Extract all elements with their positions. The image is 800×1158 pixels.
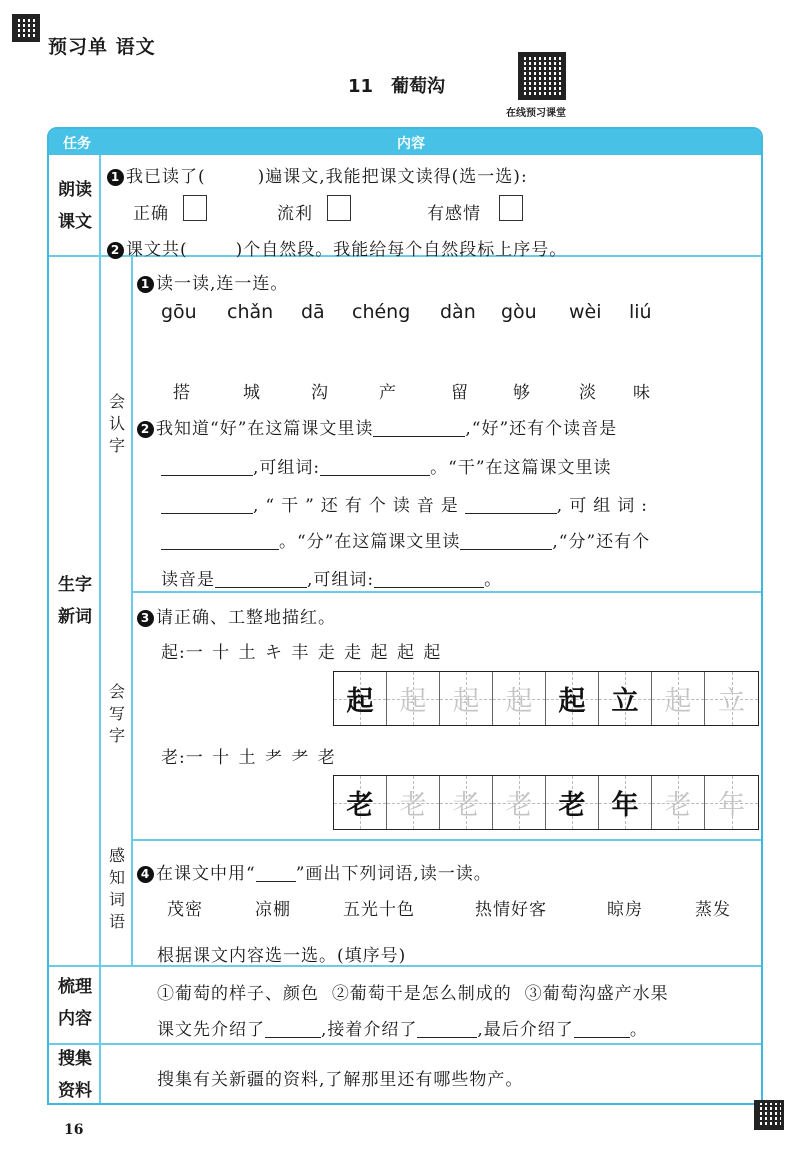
sub-char: 语 (108, 912, 125, 931)
answer-blank[interactable] (161, 458, 253, 476)
sub-write-chars (103, 681, 131, 747)
char-item: 沟 (311, 383, 329, 403)
grid-cell[interactable] (599, 776, 652, 829)
pinyin-item: chéng (352, 301, 411, 323)
page-number: 16 (64, 1122, 84, 1138)
category-vocab (49, 569, 101, 633)
lesson-name: 葡萄沟 (391, 76, 446, 97)
number-1-icon: 1 (137, 276, 154, 293)
char2-strokes: 一 十 土 耂 耂 老 (185, 748, 337, 768)
sort-text: 课文先介绍了 (157, 1020, 265, 1040)
answer-blank[interactable] (265, 1020, 321, 1038)
sort-answer-line (157, 1015, 648, 1040)
sub-char: 认 (108, 414, 125, 433)
q4-text: 在课文中用“ (156, 864, 256, 884)
grid-char: 起 (346, 686, 374, 717)
q2-text: ,可组词: (307, 570, 375, 590)
q2-text: 。“分”在这篇课文里读 (279, 532, 461, 552)
sort-text: ,接着介绍了 (321, 1020, 418, 1040)
pinyin-item: liú (629, 301, 652, 323)
sub-char: 知 (108, 868, 125, 887)
option-correct-checkbox[interactable] (183, 195, 207, 221)
category-line: 新词 (58, 607, 92, 627)
read-q1 (107, 162, 528, 187)
q2-prefix: 课文共( (126, 240, 188, 260)
q2-text: ,“干”还有个读音是 (253, 496, 465, 516)
pinyin-item: gōu (161, 301, 197, 323)
char1-stroke-order (161, 638, 442, 663)
number-2-icon: 2 (137, 421, 154, 438)
char-item: 够 (513, 383, 531, 403)
sort-instruction: 根据课文内容选一选。(填序号) (157, 946, 407, 966)
grid-char: 老 (399, 790, 427, 821)
recognize-q1 (137, 269, 288, 294)
grid-cell[interactable] (334, 672, 387, 725)
sub-char: 写 (108, 704, 125, 723)
sub-char: 字 (108, 726, 125, 745)
sort-options (157, 979, 669, 1004)
sort-option: ②葡萄干是怎么制成的 (331, 984, 512, 1004)
write-q3 (137, 603, 336, 628)
header-title: 预习单 语文 (48, 36, 156, 58)
grid-char: 立 (611, 686, 639, 717)
word-item: 晾房 (607, 900, 643, 920)
sub-char: 词 (108, 890, 125, 909)
recognize-q2-line2 (161, 453, 612, 478)
grid-char: 老 (505, 790, 533, 821)
sort-option: ①葡萄的样子、颜色 (157, 984, 319, 1004)
lesson-number: 11 (348, 76, 374, 97)
sort-text: 。 (629, 1020, 648, 1040)
row-divider (49, 1043, 761, 1045)
grid-char: 老 (452, 790, 480, 821)
option-correct-label: 正确 (133, 204, 169, 224)
q2-text: ,“好”还有个读音是 (465, 419, 618, 439)
q2-text: 。“干”在这篇课文里读 (430, 458, 612, 478)
q2-text: 。 (484, 570, 503, 590)
category-line: 课文 (58, 212, 92, 232)
collect-instruction: 搜集有关新疆的资料,了解那里还有哪些物产。 (157, 1070, 524, 1090)
recognize-q2-line4 (161, 527, 650, 552)
char2-tracing-grid[interactable] (333, 775, 759, 830)
q2-text: ,“分”还有个 (552, 532, 651, 552)
grid-char: 起 (399, 686, 427, 717)
row-divider (131, 591, 761, 593)
grid-cell[interactable] (440, 776, 493, 829)
grid-cell[interactable] (493, 776, 546, 829)
grid-cell[interactable] (705, 672, 758, 725)
word-item: 蒸发 (695, 900, 731, 920)
answer-blank[interactable] (320, 458, 430, 476)
category-line: 内容 (58, 1009, 92, 1029)
category-read-aloud (49, 174, 101, 238)
header-content: 内容 (397, 136, 425, 152)
option-emotion-label: 有感情 (427, 204, 481, 224)
grid-cell[interactable] (334, 776, 387, 829)
q2-text: ,可组词: (253, 458, 321, 478)
row-divider (131, 839, 761, 841)
recognize-q2-line5 (161, 565, 502, 590)
char-item: 产 (379, 383, 397, 403)
qr-caption: 在线预习课堂 (506, 108, 566, 119)
q2-text: ,可组词: (556, 496, 654, 516)
category-sort-content (49, 971, 101, 1035)
mark-symbol-blank (256, 864, 296, 882)
sub-char: 字 (108, 436, 125, 455)
number-2-icon: 2 (107, 242, 124, 259)
answer-blank[interactable] (215, 570, 307, 588)
grid-cell[interactable] (705, 776, 758, 829)
answer-blank[interactable] (574, 1020, 630, 1038)
char1-strokes: 一 十 土 キ 丰 走 走 起 起 起 (185, 643, 443, 663)
sub-recognize-chars (103, 391, 131, 457)
sub-char: 会 (108, 392, 125, 411)
q1-suffix: )遍课文,我能把课文读得(选一选): (257, 167, 528, 187)
online-preview-qr-code[interactable] (518, 52, 566, 100)
pinyin-item: gòu (501, 301, 537, 323)
answer-blank[interactable] (374, 570, 484, 588)
word-item: 五光十色 (343, 900, 415, 920)
sort-option: ③葡萄沟盛产水果 (524, 984, 669, 1004)
paragraph-count-blank[interactable] (188, 240, 236, 258)
q4-text: ”画出下列词语,读一读。 (295, 864, 492, 884)
pinyin-item: wèi (569, 301, 602, 323)
category-collect-info (49, 1043, 101, 1105)
number-1-icon: 1 (107, 169, 124, 186)
sort-text: ,最后介绍了 (477, 1020, 574, 1040)
grid-char: 立 (718, 686, 745, 717)
option-fluent-label: 流利 (277, 204, 313, 224)
option-emotion-checkbox[interactable] (499, 195, 523, 221)
grid-char: 老 (346, 790, 374, 821)
grid-cell[interactable] (440, 672, 493, 725)
grid-cell[interactable] (387, 672, 440, 725)
char-item: 城 (243, 383, 261, 403)
word-item: 热情好客 (475, 900, 547, 920)
task-table (47, 127, 763, 1105)
char1-tracing-grid[interactable] (333, 671, 759, 726)
grid-cell[interactable] (599, 672, 652, 725)
option-fluent-checkbox[interactable] (327, 195, 351, 221)
answer-blank[interactable] (460, 532, 552, 550)
category-line: 资料 (58, 1081, 92, 1101)
grid-char: 老 (558, 790, 586, 821)
answer-blank[interactable] (465, 496, 557, 514)
pinyin-item: chǎn (227, 301, 274, 323)
grid-cell[interactable] (546, 776, 599, 829)
corner-qr-code-top (12, 14, 40, 42)
char-item: 味 (633, 383, 651, 403)
answer-blank[interactable] (373, 419, 465, 437)
times-blank[interactable] (206, 167, 258, 185)
perceive-q4 (137, 859, 492, 884)
grid-cell[interactable] (387, 776, 440, 829)
answer-blank[interactable] (161, 532, 279, 550)
category-line: 梳理 (58, 977, 92, 997)
category-line: 朗读 (58, 180, 92, 200)
q2-text: 读音是 (161, 570, 215, 590)
grid-char: 起 (664, 686, 692, 717)
char2-stroke-order (161, 743, 337, 768)
answer-blank[interactable] (417, 1020, 477, 1038)
q1-prefix: 我已读了( (126, 167, 206, 187)
recognize-q2-line3 (161, 491, 654, 516)
sub-perceive-words (103, 845, 131, 933)
recognize-q2-line1 (137, 414, 617, 439)
char1-label: 起: (161, 643, 186, 663)
q3-text: 请正确、工整地描红。 (156, 608, 336, 628)
sub-char: 感 (108, 846, 125, 865)
char-item: 淡 (579, 383, 597, 403)
q1-text: 读一读,连一连。 (156, 274, 289, 294)
number-4-icon: 4 (137, 866, 154, 883)
table-header (49, 129, 761, 155)
grid-cell[interactable] (652, 776, 705, 829)
word-item: 凉棚 (255, 900, 291, 920)
lesson-title (348, 72, 445, 98)
category-line: 搜集 (58, 1049, 92, 1069)
pinyin-item: dàn (440, 301, 476, 323)
grid-cell[interactable] (546, 672, 599, 725)
grid-char: 起 (452, 686, 480, 717)
char-item: 留 (451, 383, 469, 403)
char-item: 搭 (173, 383, 191, 403)
sub-column-divider (131, 255, 133, 965)
grid-char: 年 (611, 790, 639, 821)
q2-text: 我知道“好”在这篇课文里读 (156, 419, 374, 439)
grid-char: 老 (664, 790, 692, 821)
sub-char: 会 (108, 682, 125, 701)
grid-cell[interactable] (652, 672, 705, 725)
pinyin-item: dā (301, 301, 325, 323)
grid-char: 年 (718, 790, 745, 821)
grid-char: 起 (505, 686, 533, 717)
grid-cell[interactable] (493, 672, 546, 725)
corner-qr-code-bottom (754, 1100, 784, 1130)
read-q2 (107, 235, 567, 260)
number-3-icon: 3 (137, 610, 154, 627)
char2-label: 老: (161, 748, 186, 768)
word-item: 茂密 (167, 900, 203, 920)
answer-blank[interactable] (161, 496, 253, 514)
q2-suffix: )个自然段。我能给每个自然段标上序号。 (235, 240, 568, 260)
header-task: 任务 (63, 136, 91, 152)
category-line: 生字 (58, 575, 92, 595)
grid-char: 起 (558, 686, 586, 717)
